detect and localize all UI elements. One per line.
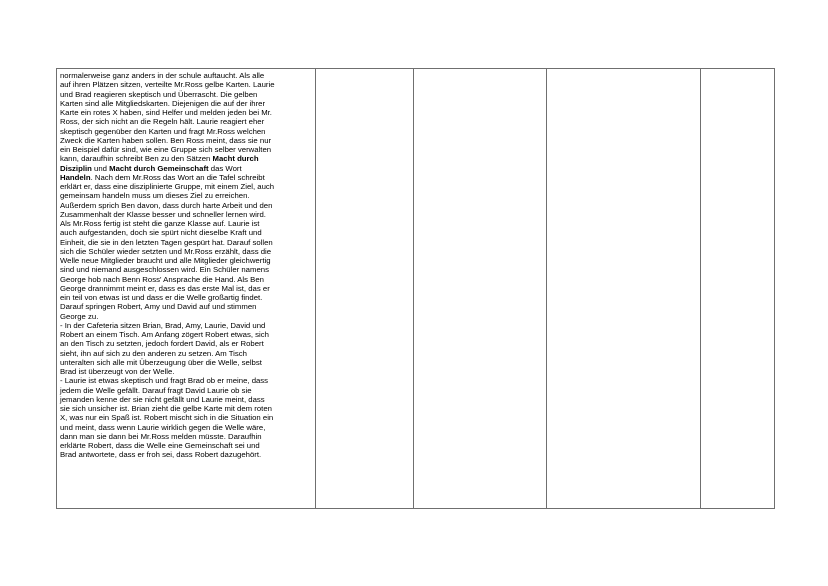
text-line: und Brad reagieren skeptisch und Überrascht. Die gelben: [60, 89, 258, 99]
text-line: auch aufgestanden, doch sie spürt nicht dieselbe Kraft und: [60, 228, 262, 238]
text-segment: das Wort: [208, 163, 242, 173]
text-line: und meint, dass wenn Laurie wirklich gegen die Welle wäre,: [60, 422, 266, 432]
text-line: jemanden kenne der sie nicht gefällt und Laurie meint, dass: [60, 394, 265, 404]
text-line: Ross, der sich nicht an die Regeln hält. Laurie reagiert eher: [60, 117, 265, 127]
text-line: [60, 173, 312, 182]
empty-cell: [701, 69, 775, 509]
text-line: X, was nur ein Spaß ist. Robert mischt sich in die Situation ein: [60, 413, 274, 423]
text-line: Robert an einem Tisch. Am Anfang zögert Robert etwas, sich: [60, 330, 269, 339]
text-line: erklärt er, dass eine disziplinierte Gruppe, mit einem Ziel, auch: [60, 182, 275, 191]
empty-cell: [547, 69, 701, 509]
bold-phrase: Disziplin: [60, 163, 92, 173]
text-line: George drannimmt meint er, dass es das erste Mal ist, das er: [60, 283, 270, 293]
text-line: [60, 164, 312, 173]
bold-phrase: Macht durch: [212, 154, 259, 164]
bold-phrase: Handeln: [60, 172, 91, 182]
text-line: Karten sind alle Mitgliedskarten. Diejenigen die auf der ihrer: [60, 98, 266, 108]
text-line: Welle neue Mitglieder braucht und alle Mitglieder gleichwertig: [60, 256, 271, 265]
text-line: auf ihren Plätzen sitzen, verteilte Mr.Ross gelbe Karten. Laurie: [60, 80, 275, 90]
text-line: unteralten sich alle mit Überzeugung über die Welle, selbst: [60, 357, 262, 367]
text-line: Karte ein rotes X haben, sind Helfer und melden jeden bei Mr.: [60, 108, 272, 117]
text-segment: und: [91, 163, 110, 173]
text-line: Darauf springen Robert, Amy und David auf und stimmen: [60, 302, 257, 312]
text-line: Als Mr.Ross fertig ist steht die ganze Klasse auf. Laurie ist: [60, 219, 260, 228]
text-line: Zweck die Karten haben sollen. Ben Ross meint, dass sie nur: [60, 135, 272, 145]
table-row: [57, 69, 775, 509]
text-line: [60, 154, 312, 163]
text-segment: kann, daraufhin schreibt Ben zu den Sätzen: [60, 154, 213, 164]
text-line: Zusammenhalt der Klasse besser und schneller lernen wird.: [60, 209, 266, 219]
text-line: Brad ist überzeugt von der Welle.: [60, 367, 175, 376]
bold-phrase: Macht durch Gemeinschaft: [109, 163, 209, 173]
text-line: - Laurie ist etwas skeptisch und fragt Brad ob er meine, dass: [60, 376, 269, 386]
empty-cell: [316, 69, 414, 509]
text-line: ein teil von etwas ist und dass er die Welle großartig findet.: [60, 293, 263, 302]
text-line: ein Beispiel dafür sind, wie eine Gruppe sich selber verwalten: [60, 145, 272, 154]
text-line: Brad antwortete, dass er froh sei, dass Robert dazugehört.: [60, 450, 262, 460]
text-line: George hob nach Benn Ross' Ansprache die Hand. Als Ben: [60, 274, 264, 284]
text-line: Einheit, die sie in den letzten Tagen gespürt hat. Darauf sollen: [60, 237, 273, 247]
text-line: Außerdem sprich Ben davon, dass durch harte Arbeit und den: [60, 200, 273, 210]
text-line: dann man sie dann bei Mr.Ross melden müsste. Daraufhin: [60, 431, 262, 441]
text-cell: [57, 69, 316, 509]
text-line: sie sich unsicher ist. Brian zieht die gelbe Karte mit dem roten: [60, 404, 272, 413]
text-segment: . Nach dem Mr.Ross das Wort an die Tafel schreibt: [90, 172, 265, 182]
text-line: jedem die Welle gefällt. Darauf fragt David Laurie ob sie: [60, 385, 252, 395]
text-line: sieht, ihn auf sich zu den anderen zu setzen. Am Tisch: [60, 348, 247, 358]
text-line: George zu.: [60, 311, 99, 321]
text-line: sind und niemand ausgeschlossen wird. Ein Schüler namens: [60, 265, 269, 275]
summary-text: [57, 69, 315, 460]
text-line: erklärte Robert, dass die Welle eine Gemeinschaft sei und: [60, 441, 260, 450]
text-line: skeptisch gegenüber den Karten und fragt Mr.Ross welchen: [60, 126, 266, 136]
text-line: sich die Schüler wieder setzten und Mr.Ross erzählt, dass die: [60, 246, 272, 256]
notes-table: [56, 68, 775, 509]
text-line: gemeinsam handeln muss um dieses Ziel zu erreichen.: [60, 191, 250, 201]
empty-cell: [414, 69, 547, 509]
text-line: normalerweise ganz anders in der schule auftaucht. Als alle: [60, 71, 265, 80]
text-line: - In der Cafeteria sitzen Brian, Brad, Amy, Laurie, David und: [60, 320, 266, 330]
text-line: an den Tisch zu setzten, jedoch fordert David, als er Robert: [60, 339, 264, 349]
